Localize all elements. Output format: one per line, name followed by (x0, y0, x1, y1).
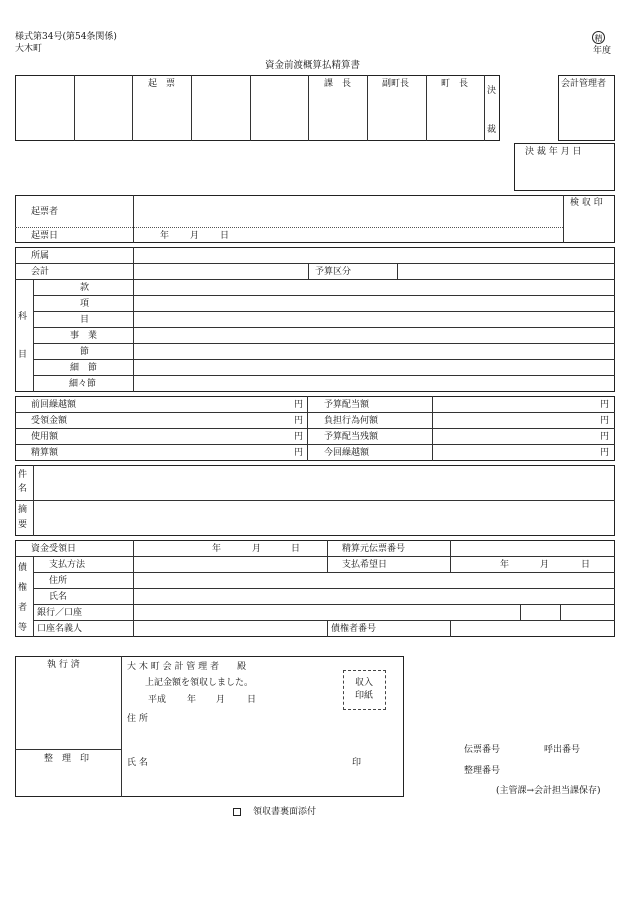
seal-mark: 精 (592, 31, 605, 44)
tekiyo-char-2: 要 (18, 520, 28, 530)
prev-carryover-field[interactable] (135, 398, 290, 410)
storage-note: (主管課→会計担当課保存) (496, 786, 601, 796)
draft-day-label: 日 (220, 231, 230, 241)
accounting-field[interactable] (135, 265, 306, 277)
receipt-name-label: 氏 名 (127, 758, 148, 768)
receipt-sign-month-label: 月 (216, 695, 226, 705)
receipt-attached-label: 領収書裏面添付 (253, 807, 317, 817)
sub-setsu-field[interactable] (135, 361, 613, 373)
accountant-label: 会計管理者 (561, 79, 607, 89)
affiliation-label: 所属 (31, 251, 50, 261)
budget-remaining-label: 予算配当残額 (324, 432, 379, 442)
organize-seal-field[interactable] (18, 768, 118, 794)
accounting-label: 会計 (31, 267, 50, 277)
used-amount-field[interactable] (135, 430, 290, 442)
desired-date-label: 支払希望日 (342, 560, 388, 570)
kenmei-char-2: 名 (18, 484, 28, 494)
tekiyo-char-1: 摘 (18, 505, 28, 515)
kihyo-label: 起 票 (148, 79, 176, 89)
creditor-side-char-3: 者 (18, 603, 28, 613)
account-holder-field[interactable] (135, 622, 325, 634)
receipt-year-label: 年 (212, 544, 222, 554)
yen-label: 円 (294, 400, 304, 410)
yen-label: 円 (600, 432, 610, 442)
revenue-stamp-label-1: 収入 (355, 678, 374, 688)
setsu-field[interactable] (135, 345, 613, 357)
executed-label: 執 行 済 (47, 660, 80, 670)
yen-label: 円 (294, 432, 304, 442)
kamoku-char-1: 科 (18, 312, 28, 322)
era-label: 平成 (148, 695, 167, 705)
budget-allotment-field[interactable] (434, 398, 596, 410)
kan-label: 款 (80, 283, 90, 293)
mayor-stamp-field[interactable] (428, 95, 483, 139)
bank-account-label: 銀行／口座 (37, 608, 83, 618)
receipt-attached-checkbox[interactable] (233, 808, 241, 816)
obligation-amount-label: 負担行為何額 (324, 416, 379, 426)
inspection-seal-label: 検 収 印 (570, 198, 603, 208)
account-holder-label: 口座名義人 (37, 624, 83, 634)
source-voucher-label: 精算元伝票番号 (342, 544, 406, 554)
yen-label: 円 (294, 448, 304, 458)
creditor-name-label: 氏名 (49, 592, 68, 602)
yen-label: 円 (600, 448, 610, 458)
budget-remaining-field[interactable] (434, 430, 596, 442)
prev-carryover-label: 前回繰越額 (31, 400, 77, 410)
setsu-label: 節 (80, 347, 90, 357)
creditor-name-field[interactable] (135, 590, 613, 602)
voucher-no-label: 伝票番号 (464, 745, 501, 755)
form-title: 資金前渡概算払精算書 (265, 60, 361, 71)
received-text: 上記金額を領収しました。 (145, 678, 254, 688)
inspection-seal-field[interactable] (565, 210, 613, 241)
project-label: 事 業 (70, 331, 98, 341)
kihyo-stamp-field[interactable] (134, 95, 190, 139)
sub-sub-setsu-label: 細々節 (69, 379, 97, 389)
section-chief-label: 課 長 (324, 79, 352, 89)
desired-month-label: 月 (540, 560, 550, 570)
revenue-stamp-label-2: 印紙 (355, 691, 374, 701)
receipt-address-field[interactable] (155, 712, 395, 724)
obligation-amount-field[interactable] (434, 414, 596, 426)
drafter-field[interactable] (136, 202, 560, 224)
organize-seal-label: 整 理 印 (44, 754, 90, 764)
addressee-text: 大 木 町 会 計 管 理 者 殿 (127, 662, 247, 672)
draft-date-label: 起票日 (31, 231, 59, 241)
yen-label: 円 (600, 416, 610, 426)
creditor-side-char-1: 債 (18, 563, 28, 573)
creditor-side-char-2: 権 (18, 583, 28, 593)
ledger-no-label: 整理番号 (464, 766, 501, 776)
creditor-side-char-4: 等 (18, 623, 28, 633)
desired-day-label: 日 (581, 560, 591, 570)
creditor-address-field[interactable] (135, 574, 613, 586)
yen-label: 円 (600, 400, 610, 410)
drafter-label: 起票者 (31, 207, 59, 217)
deputy-mayor-stamp-field[interactable] (369, 95, 425, 139)
kessai-char-2: 裁 (487, 125, 497, 135)
revenue-stamp-box[interactable] (343, 670, 386, 710)
budget-category-field[interactable] (399, 265, 613, 277)
sub-setsu-label: 細 節 (70, 363, 98, 373)
receipt-month-label: 月 (252, 544, 262, 554)
moku-label: 目 (80, 315, 90, 325)
payment-method-field[interactable] (135, 558, 325, 570)
kessai-date-field[interactable] (516, 160, 613, 189)
receipt-address-label: 住 所 (127, 714, 148, 724)
kessai-char-1: 決 (487, 86, 497, 96)
draft-year-label: 年 (160, 231, 170, 241)
yen-label: 円 (294, 416, 304, 426)
receipt-date-label: 資金受領日 (31, 544, 77, 554)
creditor-address-label: 住所 (49, 576, 68, 586)
payment-method-label: 支払方法 (49, 560, 86, 570)
settlement-amount-label: 精算額 (31, 448, 59, 458)
mayor-label: 町 長 (441, 79, 469, 89)
desired-year-label: 年 (500, 560, 510, 570)
creditor-no-label: 債権者番号 (331, 624, 377, 634)
receipt-seal-label: 印 (352, 758, 362, 768)
sub-sub-setsu-field[interactable] (135, 377, 613, 389)
receipt-sign-day-label: 日 (247, 695, 257, 705)
executed-stamp-field[interactable] (18, 672, 118, 746)
receipt-name-field[interactable] (155, 756, 345, 768)
draft-month-label: 月 (190, 231, 200, 241)
subject-field[interactable] (36, 468, 613, 498)
form-id: 様式第34号(第54条関係) (15, 32, 117, 42)
current-carryover-field[interactable] (434, 446, 596, 458)
kenmei-char-1: 件 (18, 470, 28, 480)
section-chief-stamp-field[interactable] (310, 95, 366, 139)
kan-field[interactable] (135, 281, 613, 293)
project-field[interactable] (135, 329, 613, 341)
current-carryover-label: 今回繰越額 (324, 448, 370, 458)
affiliation-field[interactable] (135, 249, 613, 261)
bank-account-field[interactable] (135, 606, 518, 618)
kou-field[interactable] (135, 297, 613, 309)
deputy-mayor-label: 副町長 (382, 79, 410, 89)
fiscal-year-label: 年度 (593, 46, 612, 56)
summary-field[interactable] (36, 503, 613, 534)
received-amount-field[interactable] (135, 414, 290, 426)
settlement-amount-field[interactable] (135, 446, 290, 458)
budget-category-label: 予算区分 (315, 267, 352, 277)
kou-label: 項 (80, 299, 90, 309)
creditor-no-field[interactable] (452, 622, 613, 634)
moku-field[interactable] (135, 313, 613, 325)
receipt-sign-year-label: 年 (187, 695, 197, 705)
received-amount-label: 受領金額 (31, 416, 68, 426)
budget-allotment-label: 予算配当額 (324, 400, 370, 410)
accountant-stamp-field[interactable] (560, 93, 613, 139)
kessai-date-label: 決 裁 年 月 日 (525, 147, 582, 157)
source-voucher-field[interactable] (452, 542, 613, 554)
call-no-label: 呼出番号 (544, 745, 581, 755)
town-name: 大木町 (15, 44, 43, 54)
used-amount-label: 使用額 (31, 432, 59, 442)
kamoku-char-2: 目 (18, 350, 28, 360)
receipt-day-label: 日 (291, 544, 301, 554)
